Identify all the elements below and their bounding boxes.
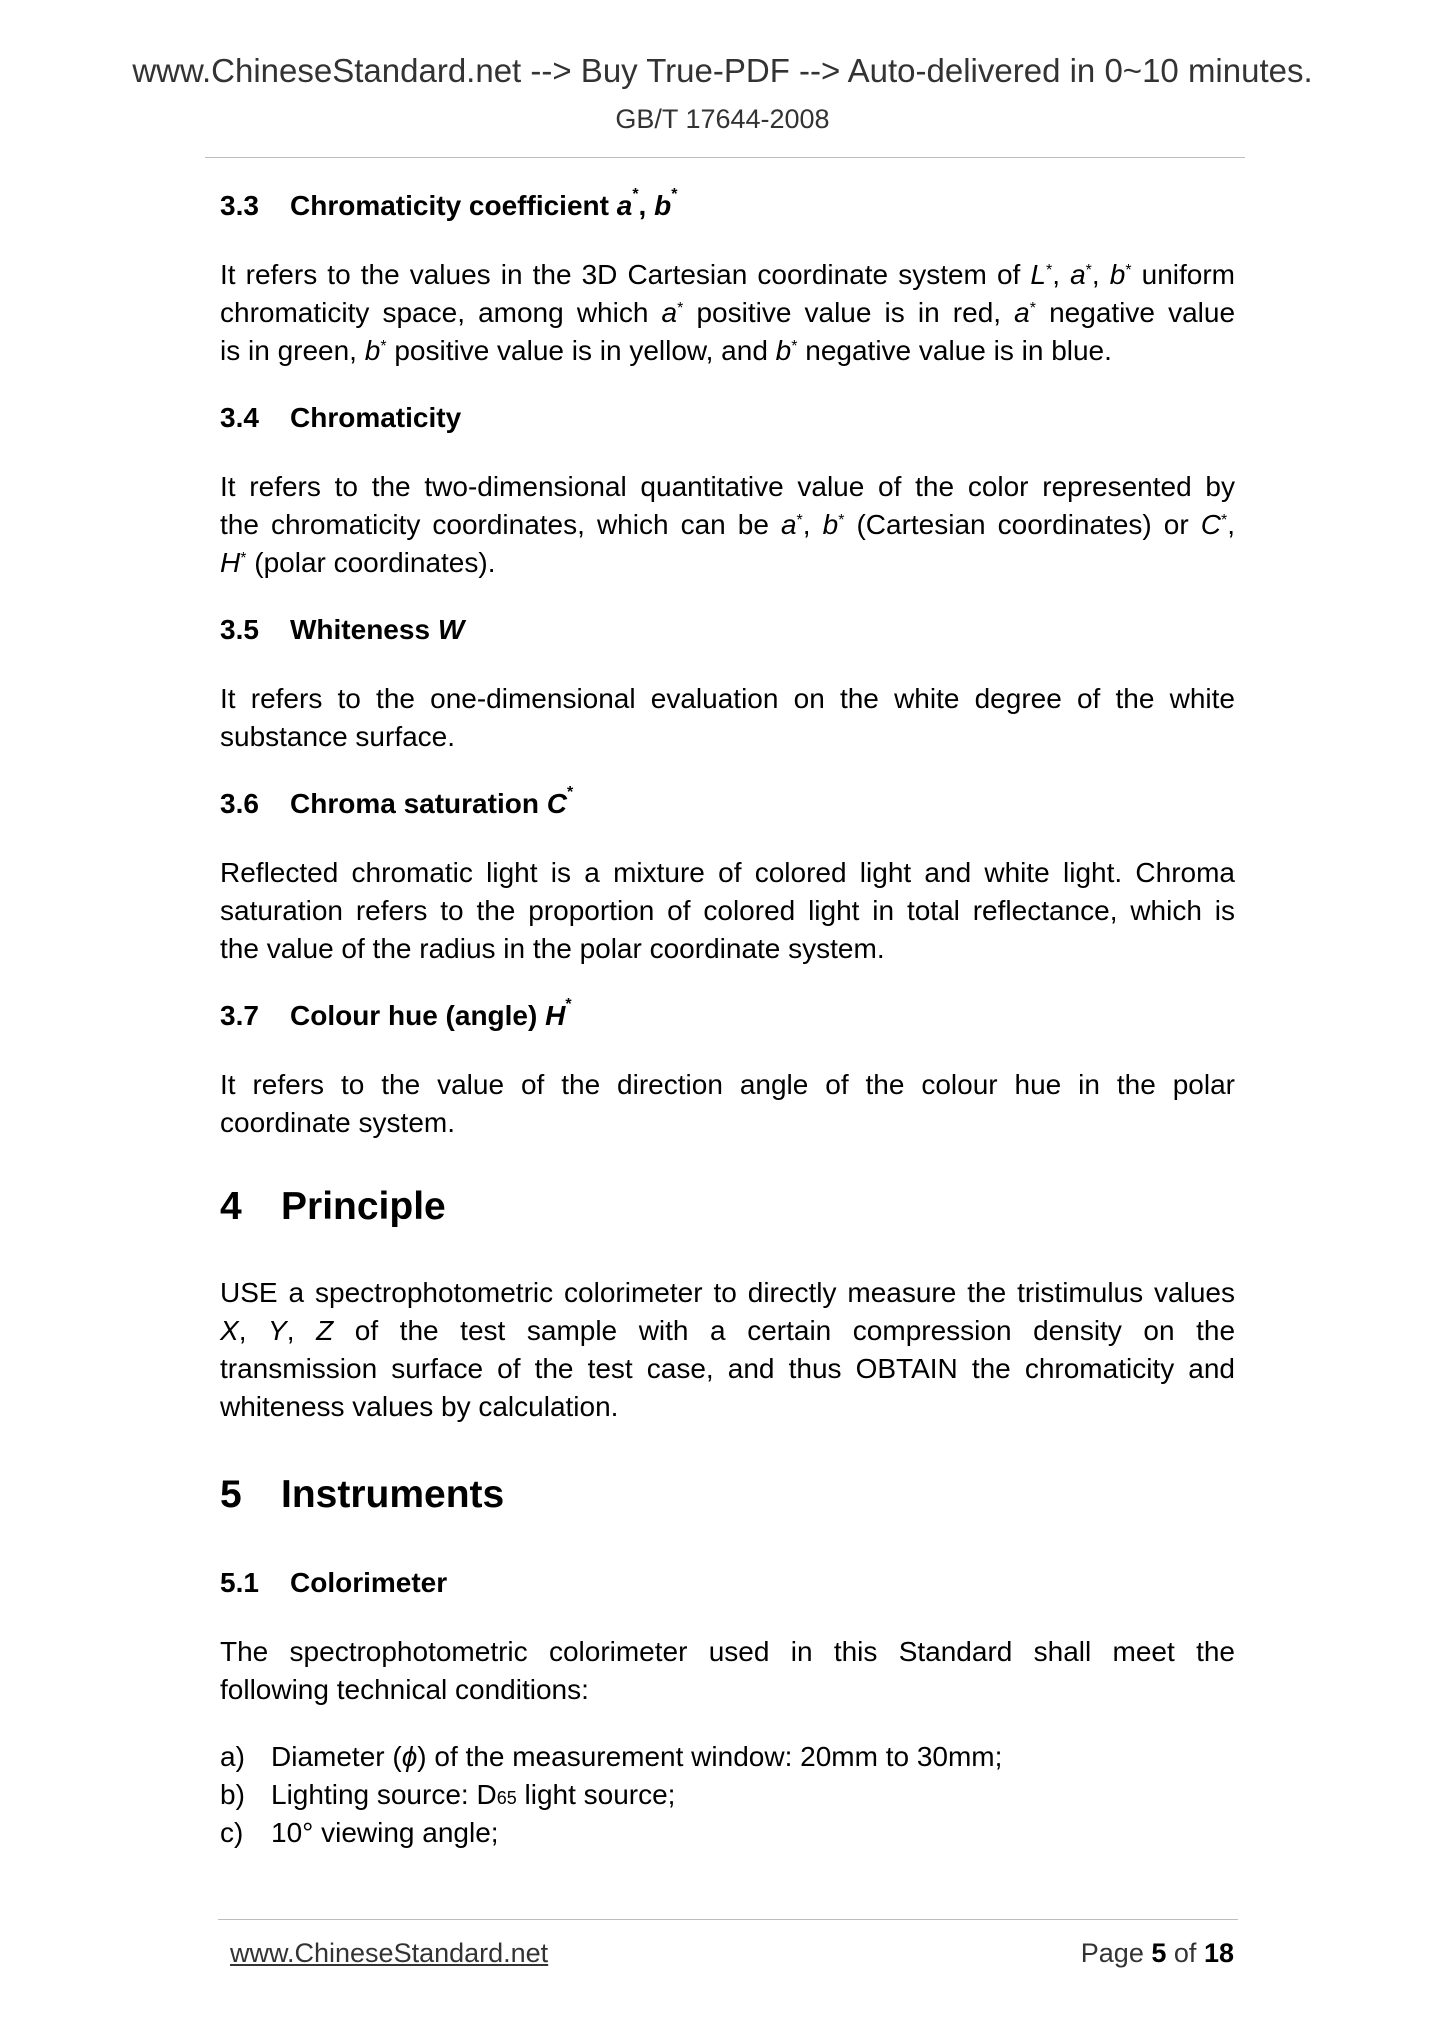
paragraph-line: coordinate system. [220,1107,455,1138]
paragraph-line: the chromaticity coordinates, which can be a*, b* (Cartesian coordinates) or C*, [220,509,1235,540]
heading-3-6 [220,784,574,820]
page-of: of [1173,1938,1197,1968]
paragraph-line: following technical conditions: [220,1674,589,1705]
heading-number: 5 [220,1473,242,1516]
list-text: Lighting source: D65 light source; [271,1779,676,1810]
heading-title: Instruments [281,1473,505,1516]
symbol-h: H [545,1000,566,1031]
paragraph-5-1 [220,1633,1235,1709]
paragraph-line: transmission surface of the test case, and thus OBTAIN the chromaticity and [220,1353,1235,1384]
footer-link[interactable]: www.ChineseStandard.net [230,1938,549,1968]
symbol-a: a [616,190,633,221]
heading-number: 3.7 [220,1000,259,1031]
paragraph-line: It refers to the two-dimensional quantitative value of the color represented by [220,471,1235,502]
heading-title: Colorimeter [290,1567,448,1598]
paragraph-3-7 [220,1066,1235,1142]
symbol-b: b [654,190,672,221]
heading-number: 3.3 [220,190,259,221]
header-banner[interactable]: www.ChineseStandard.net --> Buy True-PDF --> Auto-delivered in 0~10 minutes. [132,52,1313,89]
paragraph-4 [220,1274,1235,1426]
page-prefix: Page [1080,1938,1144,1968]
paragraph-line: the value of the radius in the polar coordinate system. [220,933,885,964]
symbol-c: C [546,788,567,819]
heading-title: Chromaticity [290,402,462,433]
superscript: * [632,186,639,203]
heading-number: 3.5 [220,614,259,645]
heading-number: 3.4 [220,402,259,433]
paragraph-line: substance surface. [220,721,456,752]
heading-5 [220,1473,504,1517]
heading-3-3 [220,186,678,222]
paragraph-line: It refers to the values in the 3D Cartesian coordinate system of L*, a*, b* uniform [220,259,1235,290]
paragraph-line: It refers to the one-dimensional evaluation on the white degree of the white [220,683,1235,714]
paragraph-line: X, Y, Z of the test sample with a certain compression density on the [220,1315,1236,1346]
list-item [220,1817,499,1849]
footer-divider [218,1919,1238,1920]
heading-title: Whiteness [290,614,431,645]
paragraph-line: is in green, b* positive value is in yellow, and b* negative value is in blue. [220,335,1112,366]
heading-3-4 [220,402,461,434]
paragraph-line: H* (polar coordinates). [220,547,496,578]
superscript: * [566,784,574,801]
list-item [220,1741,1002,1773]
list-label: a) [220,1741,245,1772]
heading-title: Chroma saturation [290,788,539,819]
heading-4 [220,1185,446,1229]
superscript: * [565,996,572,1013]
paragraph-line: It refers to the value of the direction angle of the colour hue in the polar [220,1069,1235,1100]
heading-5-1 [220,1567,447,1599]
paragraph-3-3 [220,256,1235,370]
paragraph-line: Reflected chromatic light is a mixture of colored light and white light. Chroma [220,857,1235,888]
paragraph-3-6 [220,854,1235,968]
superscript: * [671,186,678,203]
heading-title: Chromaticity coefficient [290,190,609,221]
paragraph-line: The spectrophotometric colorimeter used in this Standard shall meet the [220,1636,1235,1667]
page-total: 18 [1203,1938,1234,1968]
list-label: c) [220,1817,244,1848]
heading-3-5 [220,614,464,646]
page-indicator [1081,1938,1234,1969]
list-item [220,1779,675,1811]
paragraph-line: whiteness values by calculation. [220,1391,619,1422]
list-text: 10° viewing angle; [271,1817,499,1848]
heading-3-7 [220,996,572,1032]
heading-title: Colour hue (angle) [290,1000,538,1031]
list-label: b) [220,1779,245,1810]
symbol-w: W [437,614,465,645]
heading-number: 5.1 [220,1567,259,1598]
header-divider [205,157,1245,158]
separator: , [638,190,655,221]
heading-number: 4 [220,1185,242,1228]
paragraph-3-4 [220,468,1235,582]
heading-title: Principle [281,1185,446,1228]
heading-number: 3.6 [220,788,259,819]
paragraph-line: USE a spectrophotometric colorimeter to directly measure the tristimulus values [220,1277,1235,1308]
paragraph-3-5 [220,680,1235,756]
standard-code: GB/T 17644-2008 [615,104,830,134]
list-text: Diameter (ϕ) of the measurement window: 20mm to 30mm; [271,1741,1003,1772]
paragraph-line: chromaticity space, among which a* positive value is in red, a* negative value [220,297,1236,328]
paragraph-line: saturation refers to the proportion of colored light in total reflectance, which is [220,895,1235,926]
page-number: 5 [1151,1938,1167,1968]
